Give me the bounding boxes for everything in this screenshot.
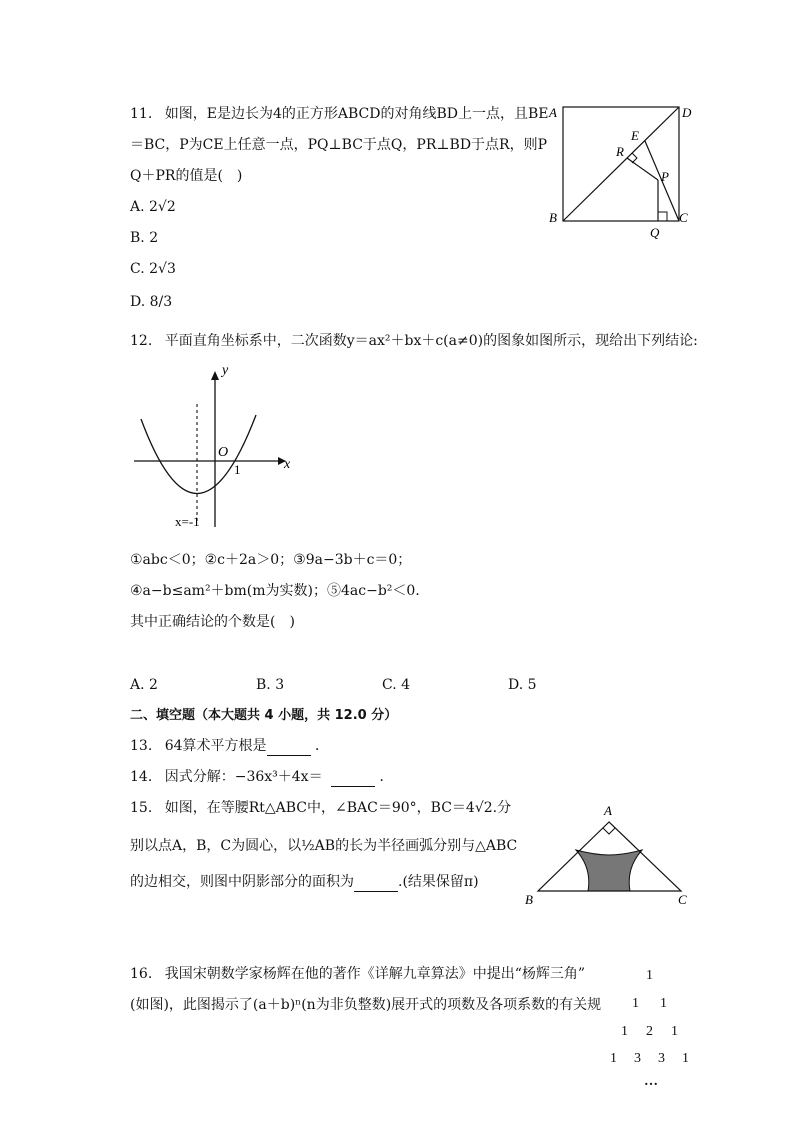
label-d: D [682,105,692,120]
q15-text-line3-after: .(结果保留π) [398,874,479,890]
q11-text-line1: 如图，E是边长为4的正方形ABCD的对角线BD上一点，且BE [164,106,549,122]
q12-parabola-graph [128,360,298,535]
q15-text-line1: 如图，在等腰Rt△ABC中，∠BAC＝90°，BC＝4√2.分 [164,800,512,816]
q14 [130,769,393,787]
triangle-cell: 1 [660,996,667,1011]
q13-text: 64算术平方根是 [164,738,267,754]
label-p: P [661,169,669,184]
q11-option-c[interactable]: C. 2√3 [130,261,176,277]
label-q: Q [650,225,660,240]
label-b: B [525,892,533,907]
q11-text-line2: ＝BC，P为CE上任意一点，PQ⊥BC于点Q，PR⊥BD于点R，则P [130,137,548,153]
diagonal-bd [563,107,679,221]
q14-text: 因式分解：−36x³＋4x＝ [164,769,323,785]
q11-number: 11. [130,106,153,122]
right-angle-a [603,828,615,834]
parabola-curve [141,415,256,494]
q16-text-line2: (如图)，此图揭示了(a＋b)ⁿ(n为非负整数)展开式的项数及各项系数的有关规 [130,997,602,1013]
q15-text-line2: 别以点A，B，C为圆心，以½AB的长为半径画弧分别与△ABC [130,838,518,854]
q15-line1 [130,800,511,817]
label-origin: O [218,445,229,460]
triangle-cell: 3 [658,1051,665,1066]
q12-number: 12. [130,333,153,349]
q12-stem-text: 平面直角坐标系中，二次函数y＝ax²＋bx＋c(a≠0)的图象如图所示，现给出下列结论: [164,333,698,349]
q13-text-after: ． [315,738,329,754]
q12-option-d[interactable]: D. 5 [508,677,537,693]
label-y: y [222,363,229,378]
q12-stem [130,333,698,350]
q11-line1 [130,106,548,123]
triangle-cell: 1 [671,1024,678,1039]
q14-text-after: ． [379,769,394,785]
section-heading: 二、填空题（本大题共 4 小题，共 12.0 分） [130,708,398,723]
triangle-cell: 1 [621,1024,628,1039]
label-one: 1 [234,462,241,477]
q12-question: 其中正确结论的个数是( ) [130,614,295,630]
q11-square-figure [540,95,700,245]
label-c: C [678,892,687,907]
q11-option-d[interactable]: D. 8/3 [130,294,173,310]
q14-number: 14. [130,769,153,785]
q11-option-a[interactable]: A. 2√2 [130,199,176,215]
q16-text-line1: 我国宋朝数学家杨辉在他的著作《详解九章算法》中提出“杨辉三角” [164,966,586,982]
label-a: A [604,803,612,818]
right-angle-q [658,212,667,221]
y-axis-arrow [211,371,219,380]
q13-number: 13. [130,738,153,754]
q14-answer-blank[interactable] [331,769,375,787]
q16-line1 [130,966,585,983]
q12-option-a[interactable]: A. 2 [130,677,158,693]
q16-number: 16. [130,966,153,982]
q13-answer-blank[interactable] [267,738,311,756]
triangle-cell: 1 [646,968,653,983]
label-a: A [549,105,557,120]
label-r: R [616,144,624,159]
q11-text-line3: Q＋PR的值是( ) [130,168,243,184]
label-axis-line: x=-1 [175,514,200,529]
q12-option-c[interactable]: C. 4 [382,677,411,693]
label-x: x [284,457,291,472]
label-c: C [679,210,688,225]
q15-text-line3: 的边相交，则图中阴影部分的面积为 [130,874,354,890]
q12-conclusions-line2: ④a−b≤am²＋bm(m为实数)；⑤4ac−b²＜0. [130,583,420,599]
triangle-cell: 1 [610,1051,617,1066]
q15-triangle-figure [520,800,700,910]
triangle-cell: 3 [634,1051,641,1066]
q11-option-b[interactable]: B. 2 [130,230,159,246]
label-b: B [549,210,557,225]
q12-option-b[interactable]: B. 3 [256,677,285,693]
triangle-cell: 2 [646,1024,653,1039]
triangle-cell: 1 [682,1051,689,1066]
q15-answer-blank[interactable] [354,874,398,892]
q15-number: 15. [130,800,153,816]
q12-conclusions-line1: ①abc＜0；②c＋2a＞0；③9a−3b＋c＝0； [130,552,412,568]
triangle-ellipsis: … [644,1074,658,1089]
triangle-cell: 1 [632,996,639,1011]
q13 [130,738,329,756]
q15-line3 [130,874,479,892]
label-e: E [631,128,639,143]
shaded-region [576,850,642,891]
